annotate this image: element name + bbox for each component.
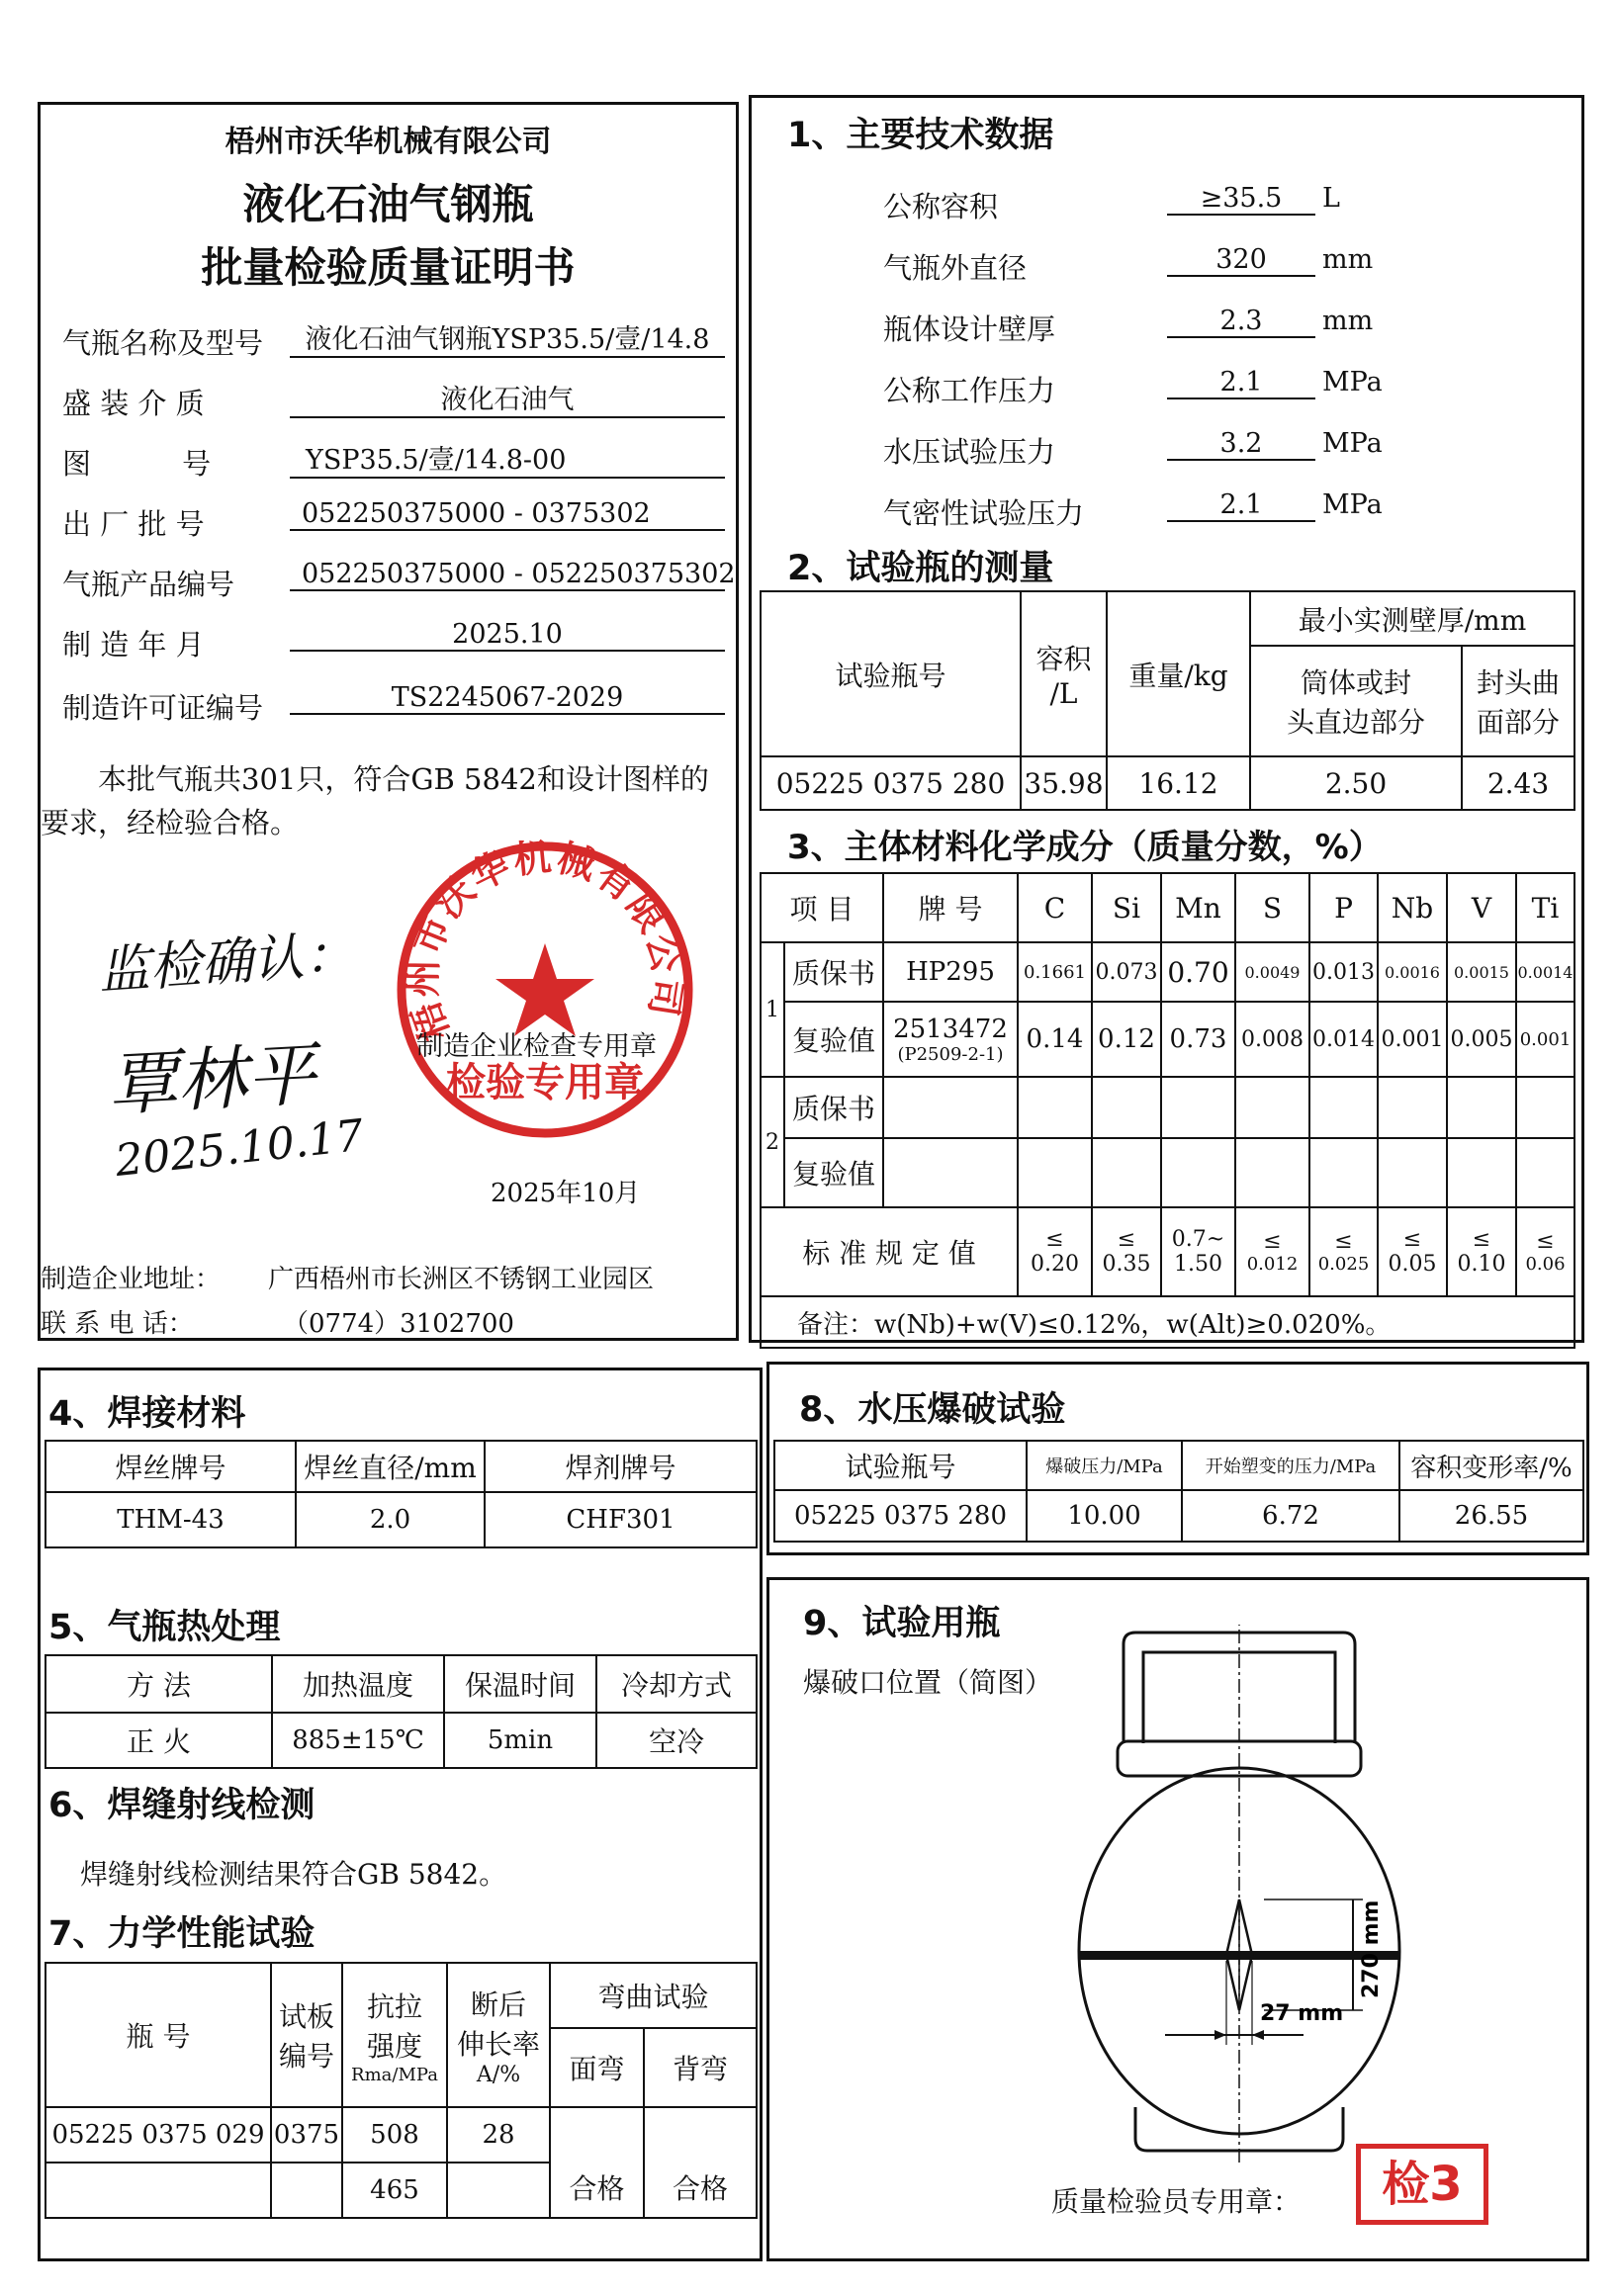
heat-cell-temp: 885±15℃ <box>272 1713 444 1768</box>
inspector-stamp: 检3 <box>1356 2144 1488 2225</box>
measure-header-straight: 筒体或封 头直边部分 <box>1250 646 1462 756</box>
chem-header-c: C <box>1018 873 1092 942</box>
spec-value-hydro-pressure: 3.2 <box>1167 428 1315 461</box>
burst-title: 8、水压爆破试验 <box>799 1390 1066 1430</box>
chem-value: 0.013 <box>1309 942 1378 1002</box>
burst-header-plastic: 开始塑变的压力/MPa <box>1182 1441 1399 1490</box>
heat-header-method: 方 法 <box>45 1655 272 1713</box>
mech-header-face: 面弯 <box>550 2028 644 2107</box>
weld-cell-wire: THM-43 <box>45 1492 296 1547</box>
chem-std-cell <box>1161 1207 1235 1296</box>
phone-label: 联 系 电 话： <box>41 1309 194 1339</box>
heat-cell-method: 正 火 <box>45 1713 272 1768</box>
chem-std-value: 0.10 <box>1457 1252 1506 1277</box>
spec-unit-airtight-pressure: MPa <box>1322 489 1383 520</box>
spec-value-capacity: ≥35.5 <box>1167 183 1315 216</box>
weld-table <box>45 1440 758 1548</box>
chem-std-value: 0.06 <box>1525 1254 1566 1275</box>
spec-unit-diameter: mm <box>1322 244 1374 275</box>
mech-cell-elong: 28 <box>447 2107 550 2163</box>
spec-unit-hydro-pressure: MPa <box>1322 428 1383 459</box>
field-value-date: 2025.10 <box>290 619 725 652</box>
weld-title: 4、焊接材料 <box>48 1394 246 1434</box>
chem-header-mn: Mn <box>1161 873 1235 942</box>
burst-cell-bottle: 05225 0375 280 <box>774 1490 1027 1542</box>
chem-std-cell <box>1447 1207 1516 1296</box>
mech-header-bend: 弯曲试验 <box>550 1963 757 2028</box>
heat-table <box>45 1654 758 1769</box>
chem-item: 复验值 <box>784 1002 883 1077</box>
mech-cell-plate: 0375 <box>271 2107 342 2163</box>
chem-std-top: ≤ <box>1536 1229 1555 1254</box>
chem-std-top: ≤ <box>1263 1229 1282 1254</box>
mech-cell-elong-2 <box>447 2163 550 2218</box>
field-label-medium: 盛 装 介 质 <box>62 387 205 420</box>
spec-unit-capacity: L <box>1322 183 1340 214</box>
cert-title-2: 批量检验质量证明书 <box>201 243 576 292</box>
chem-std-value: 0.025 <box>1317 1254 1370 1275</box>
handwritten-date: 2025.10.17 <box>113 1109 366 1188</box>
company-name: 梧州市沃华机械有限公司 <box>225 125 552 159</box>
cert-date: 2025年10月 <box>491 1179 641 1208</box>
measure-header-min-wall: 最小实测壁厚/mm <box>1250 591 1574 646</box>
chem-std-value: 0.35 <box>1102 1252 1151 1277</box>
mech-header-elong-unit: A/% <box>476 2062 521 2087</box>
chem-header-p: P <box>1309 873 1378 942</box>
chem-value: 0.0014 <box>1516 942 1574 1002</box>
field-label-batch: 出 厂 批 号 <box>62 507 205 541</box>
chem-header-ti: Ti <box>1516 873 1574 942</box>
mech-cell-bottle-2 <box>45 2163 271 2218</box>
handwritten-signature: 覃林平 <box>106 1033 318 1126</box>
chem-std-value: 0.20 <box>1031 1252 1079 1277</box>
spec-label-working-pressure: 公称工作压力 <box>883 374 1056 407</box>
chem-value: 0.0016 <box>1378 942 1447 1002</box>
heat-header-cooling: 冷却方式 <box>596 1655 757 1713</box>
chem-std-label: 标 准 规 定 值 <box>761 1207 1018 1296</box>
chem-group-1: 1 <box>761 942 784 1077</box>
mech-header-plate: 试板 编号 <box>271 1963 342 2107</box>
spec-unit-wall: mm <box>1322 306 1374 336</box>
chem-value: 0.1661 <box>1018 942 1092 1002</box>
mech-cell-tensile: 508 <box>342 2107 447 2163</box>
chem-std-cell <box>1309 1207 1378 1296</box>
chem-value: 0.12 <box>1092 1002 1161 1077</box>
chem-std-top: ≤ <box>1472 1227 1491 1252</box>
spec-value-airtight-pressure: 2.1 <box>1167 489 1315 522</box>
measure-cell-weight: 16.12 <box>1107 756 1250 810</box>
spec-value-working-pressure: 2.1 <box>1167 367 1315 399</box>
chem-grade-cell <box>883 1002 1018 1077</box>
measure-title: 2、试验瓶的测量 <box>787 549 1054 588</box>
chem-std-cell <box>1235 1207 1309 1296</box>
burst-cell-deform: 26.55 <box>1399 1490 1583 1542</box>
field-value-name: 液化石油气钢瓶YSP35.5/壹/14.8 <box>290 317 725 358</box>
chem-title: 3、主体材料化学成分（质量分数，%） <box>787 828 1383 867</box>
mech-cell-plate-2 <box>271 2163 342 2218</box>
chem-std-cell <box>1092 1207 1161 1296</box>
bottle-title: 9、试验用瓶 <box>803 1604 1001 1643</box>
weld-cell-diameter: 2.0 <box>296 1492 485 1547</box>
chem-value: 0.0049 <box>1235 942 1309 1002</box>
spec-label-capacity: 公称容积 <box>883 190 999 223</box>
chem-group-2: 2 <box>761 1077 784 1207</box>
measure-cell-bottle: 05225 0375 280 <box>761 756 1021 810</box>
heat-cell-hold: 5min <box>444 1713 596 1768</box>
mech-header-elong: 断后 伸长率 <box>456 1987 540 2061</box>
mech-table <box>45 1962 758 2219</box>
handwritten-approval: 监检确认： <box>96 924 358 1002</box>
weld-cell-flux: CHF301 <box>485 1492 757 1547</box>
burst-header-burst: 爆破压力/MPa <box>1027 1441 1182 1490</box>
chem-header-item: 项 目 <box>761 873 883 942</box>
dim-v-label: 270 mm <box>1359 1899 1384 1998</box>
stamp-bottom-text: 检验专用章 <box>446 1060 644 1105</box>
field-value-license: TS2245067-2029 <box>290 682 725 715</box>
chem-std-value: 0.05 <box>1388 1252 1437 1277</box>
chem-std-cell <box>1516 1207 1574 1296</box>
chem-header-si: Si <box>1092 873 1161 942</box>
chem-std-top: ≤ <box>1402 1227 1422 1252</box>
mech-header-back: 背弯 <box>644 2028 757 2107</box>
heat-title: 5、气瓶热处理 <box>48 1608 281 1647</box>
spec-unit-working-pressure: MPa <box>1322 367 1383 397</box>
inspector-label: 质量检验员专用章： <box>1051 2185 1302 2218</box>
chem-grade: 2513472 <box>893 1014 1008 1044</box>
spec-label-diameter: 气瓶外直径 <box>883 251 1028 285</box>
chem-grade-sub: (P2509-2-1) <box>897 1043 1004 1065</box>
chem-item: 质保书 <box>784 942 883 1002</box>
measure-cell-curved: 2.43 <box>1462 756 1574 810</box>
field-value-drawing: YSP35.5/壹/14.8-00 <box>290 438 725 479</box>
spec-label-airtight-pressure: 气密性试验压力 <box>883 496 1085 530</box>
chem-value: 0.001 <box>1378 1002 1447 1077</box>
chem-item: 质保书 <box>784 1077 883 1138</box>
burst-panel <box>766 1362 1589 1555</box>
chem-value: 0.005 <box>1447 1002 1516 1077</box>
mech-header-tensile-cell <box>342 1963 447 2107</box>
measure-header-weight: 重量/kg <box>1107 591 1250 756</box>
heat-header-temp: 加热温度 <box>272 1655 444 1713</box>
xray-result: 焊缝射线检测结果符合GB 5842。 <box>80 1858 507 1891</box>
spec-label-wall: 瓶体设计壁厚 <box>883 312 1056 346</box>
measure-cell-straight: 2.50 <box>1250 756 1462 810</box>
dim-h-arrow-left <box>1214 2030 1226 2040</box>
stamp-caption: 制造企业检查专用章 <box>416 1031 657 1062</box>
chem-value: 0.73 <box>1161 1002 1235 1077</box>
chem-std-top: ≤ <box>1334 1229 1353 1254</box>
bottle-subtitle: 爆破口位置（简图） <box>803 1666 1053 1699</box>
chem-value: 0.001 <box>1516 1002 1574 1077</box>
chem-grade: HP295 <box>883 942 1018 1002</box>
technical-data-panel <box>749 95 1584 1343</box>
bottle-diagram <box>1066 1625 1402 2178</box>
chem-note: 备注：w(Nb)+w(V)≤0.12%，w(Alt)≥0.020%。 <box>761 1296 1574 1348</box>
chem-header-nb: Nb <box>1378 873 1447 942</box>
chem-header-v: V <box>1447 873 1516 942</box>
field-label-serial: 气瓶产品编号 <box>62 568 235 601</box>
stamp-star-icon <box>495 943 594 1036</box>
company-stamp <box>392 837 698 1143</box>
weld-header-flux: 焊剂牌号 <box>485 1441 757 1492</box>
chem-value: 0.014 <box>1309 1002 1378 1077</box>
dim-h-label: 27 mm <box>1260 2001 1344 2026</box>
svg-text:梧州市沃华机械有限公司 <box>402 837 690 1047</box>
field-label-drawing: 图 号 <box>62 447 212 481</box>
chem-std-cell <box>1378 1207 1447 1296</box>
field-label-date: 制 造 年 月 <box>62 628 205 662</box>
chem-value: 0.0015 <box>1447 942 1516 1002</box>
measure-header-bottle: 试验瓶号 <box>761 591 1021 756</box>
chem-value: 0.14 <box>1018 1002 1092 1077</box>
specs-title: 1、主要技术数据 <box>787 116 1054 155</box>
spec-label-hydro-pressure: 水压试验压力 <box>883 435 1056 469</box>
measure-cell-volume: 35.98 <box>1021 756 1107 810</box>
process-panel <box>38 1368 763 2261</box>
spec-value-diameter: 320 <box>1167 244 1315 277</box>
stamp-ring-text: 梧州市沃华机械有限公司 <box>401 837 690 1047</box>
chem-value: 0.70 <box>1161 942 1235 1002</box>
dim-h-arrow-right <box>1252 2030 1264 2040</box>
spec-value-wall: 2.3 <box>1167 306 1315 338</box>
mech-cell-back: 合格 <box>644 2107 757 2218</box>
chem-item: 复验值 <box>784 1138 883 1207</box>
address-label: 制造企业地址： <box>41 1265 222 1294</box>
burst-header-bottle: 试验瓶号 <box>774 1441 1027 1490</box>
chem-value: 0.073 <box>1092 942 1161 1002</box>
chem-header-grade: 牌 号 <box>883 873 1018 942</box>
burst-cell-plastic: 6.72 <box>1182 1490 1399 1542</box>
xray-title: 6、焊缝射线检测 <box>48 1786 315 1825</box>
mech-header-tensile: 抗拉 强度 <box>366 1989 422 2063</box>
measure-header-volume: 容积 /L <box>1021 591 1107 756</box>
chem-std-top: ≤ <box>1045 1227 1064 1252</box>
burst-header-deform: 容积变形率/% <box>1399 1441 1583 1490</box>
cert-statement: 本批气瓶共301只，符合GB 5842和设计图样的要求，经检验合格。 <box>41 762 709 839</box>
field-label-license: 制造许可证编号 <box>62 691 264 725</box>
heat-cell-cooling: 空冷 <box>596 1713 757 1768</box>
mech-header-bottle: 瓶 号 <box>45 1963 271 2107</box>
field-value-batch: 052250375000 - 0375302 <box>290 498 725 531</box>
chem-std-top: 0.7~ <box>1171 1227 1225 1252</box>
chem-std-value: 1.50 <box>1174 1252 1222 1277</box>
bottle-panel <box>766 1577 1589 2261</box>
chem-std-top: ≤ <box>1117 1227 1136 1252</box>
field-value-serial: 052250375000 - 052250375302 <box>290 559 725 591</box>
heat-header-hold: 保温时间 <box>444 1655 596 1713</box>
chem-std-value: 0.012 <box>1246 1254 1299 1275</box>
address-value: 广西梧州市长洲区不锈钢工业园区 <box>268 1265 655 1294</box>
weld-header-diameter: 焊丝直径/mm <box>296 1441 485 1492</box>
weld-header-wire: 焊丝牌号 <box>45 1441 296 1492</box>
chem-std-cell <box>1018 1207 1092 1296</box>
mech-cell-bottle: 05225 0375 029 <box>45 2107 271 2163</box>
phone-value: （0774）3102700 <box>283 1309 514 1339</box>
burst-cell-burst: 10.00 <box>1027 1490 1182 1542</box>
cert-title-1: 液化石油气钢瓶 <box>242 180 534 228</box>
mech-title: 7、力学性能试验 <box>48 1914 315 1954</box>
field-label-name: 气瓶名称及型号 <box>62 326 264 360</box>
measure-header-curved: 封头曲 面部分 <box>1462 646 1574 756</box>
mech-cell-tensile-2: 465 <box>342 2163 447 2218</box>
mech-header-tensile-unit: Rma/MPa <box>351 2064 438 2085</box>
chem-header-s: S <box>1235 873 1309 942</box>
chem-value: 0.008 <box>1235 1002 1309 1077</box>
field-value-medium: 液化石油气 <box>290 378 725 418</box>
burst-table <box>773 1440 1584 1543</box>
certificate-panel <box>38 102 739 1341</box>
mech-header-elong-cell <box>447 1963 550 2107</box>
measure-table <box>760 590 1575 811</box>
chem-table <box>760 872 1575 1349</box>
mech-cell-face: 合格 <box>550 2107 644 2218</box>
